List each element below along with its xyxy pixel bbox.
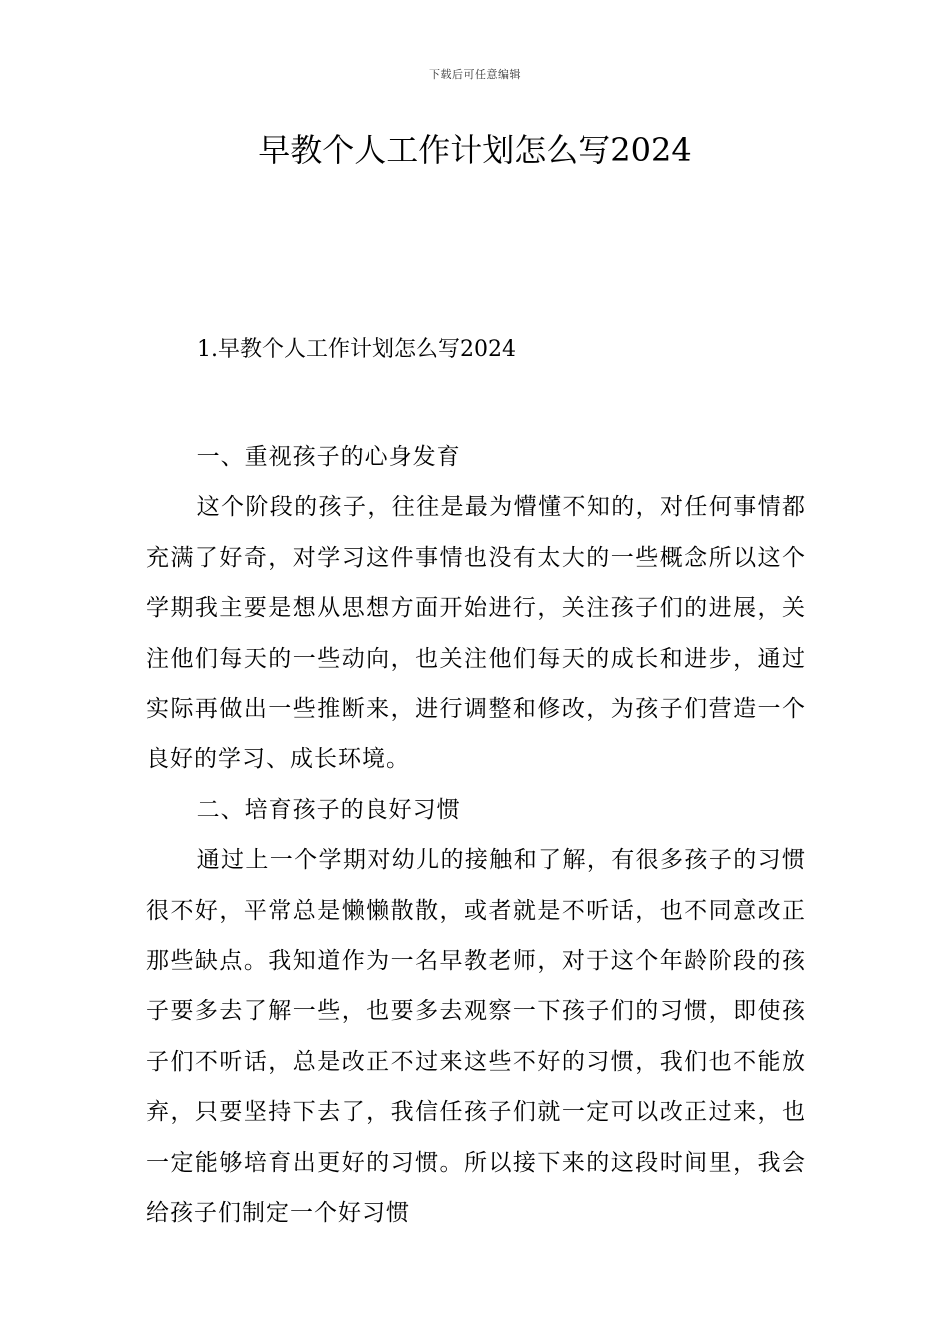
- section-heading-1: 一、重视孩子的心身发育: [196, 444, 461, 470]
- section-paragraph-2: 通过上一个学期对幼儿的接触和了解，有很多孩子的习惯很不好，平常总是懒懒散散，或者就是不听话，也不同意改正那些缺点。我知道作为一名早教老师，对于这个年龄阶段的孩子要多去了解一些，也要多去观察一下孩子们的习惯，即使孩子们不听话，总是改正不过来这些不好的习惯，我们也不能放弃，只要坚持下去了，我信任孩子们就一定可以改正过来，也一定能够培育出更好的习惯。所以接下来的这段时间里，我会给孩子们制定一个好习惯: [146, 847, 806, 1227]
- section-paragraph-1: 这个阶段的孩子，往往是最为懵懂不知的，对任何事情都充满了好奇，对学习这件事情也没有太大的一些概念所以这个学期我主要是想从思想方面开始进行，关注孩子们的进展，关注他们每天的一些动向，也关注他们每天的成长和进步，通过实际再做出一些推断来，进行调整和修改，为孩子们营造一个良好的学习、成长环境。: [146, 494, 806, 773]
- document-body: [146, 432, 806, 1239]
- document-title: 早教个人工作计划怎么写2024: [258, 131, 692, 169]
- header-note: 下载后可任意编辑: [429, 68, 521, 81]
- section-subheading: 1.早教个人工作计划怎么写2024: [197, 337, 516, 362]
- section-heading-2: 二、培育孩子的良好习惯: [196, 796, 461, 823]
